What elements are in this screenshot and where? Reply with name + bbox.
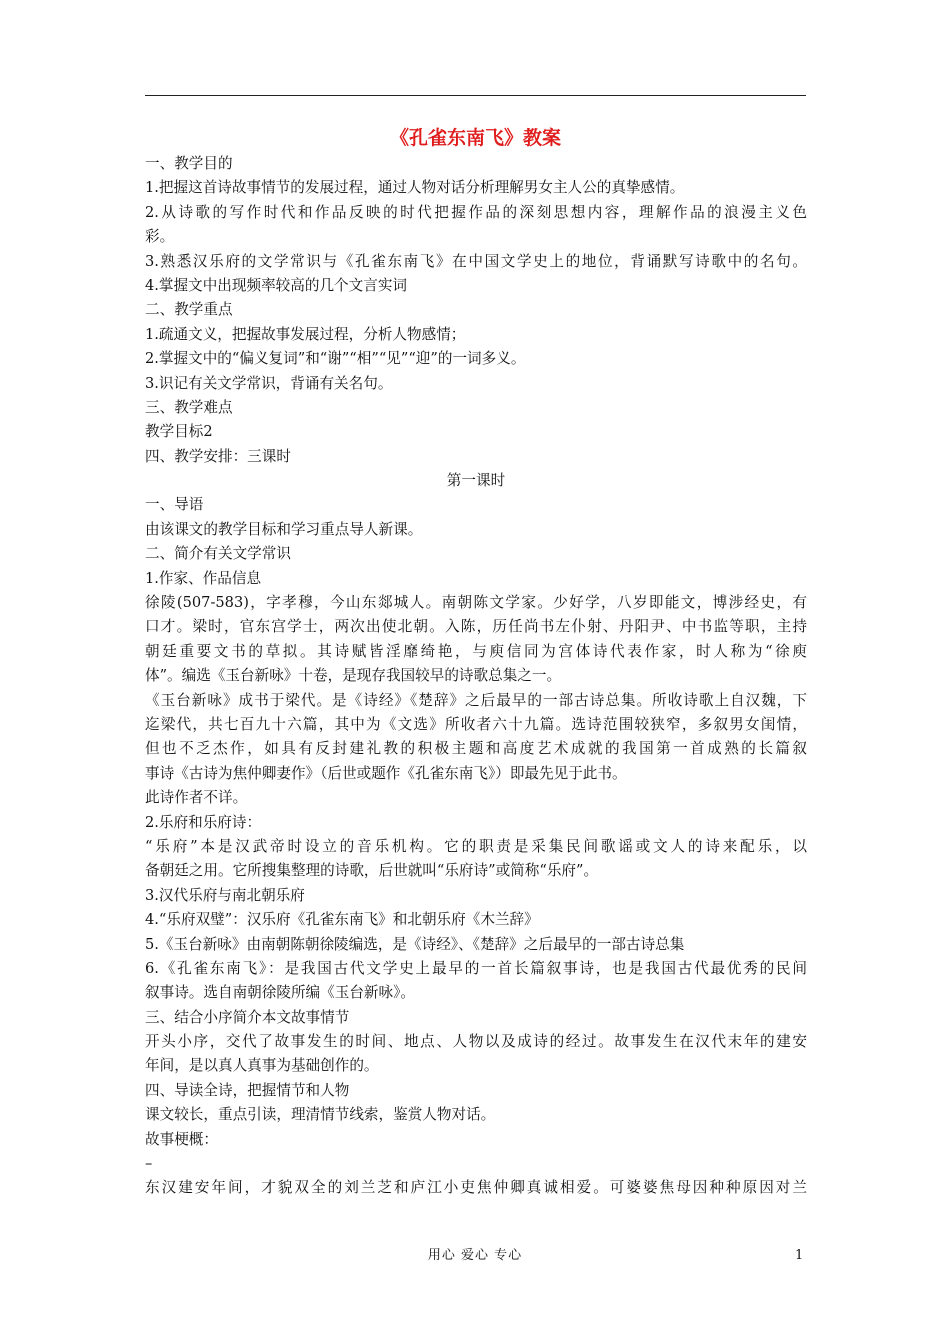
text-line: 四、导读全诗，把握情节和人物 — [145, 1081, 350, 1099]
text-line: 故事梗概： — [145, 1130, 218, 1148]
text-line: 5.《玉台新咏》由南朝陈朝徐陵编选，是《诗经》、《楚辞》之后最早的一部古诗总集 — [145, 935, 685, 953]
text-line: 但也不乏杰作，如具有反封建礼教的积极主题和高度艺术成就的我国第一首成熟的长篇叙 — [145, 740, 807, 758]
text-line: – — [145, 1155, 153, 1173]
text-line: 事诗《古诗为焦仲卿妻作》（后世或题作《孔雀东南飞》）即最先见于此书。 — [145, 764, 627, 782]
text-line: 2.乐府和乐府诗： — [145, 813, 262, 831]
text-line: 3.熟悉汉乐府的文学常识与《孔雀东南飞》在中国文学史上的地位，背诵默写诗歌中的名句。 — [145, 252, 807, 270]
footer-motto: 用心 爱心 专心 — [427, 1248, 523, 1263]
text-line: 课文较长，重点引读，理清情节线索，鉴赏人物对话。 — [145, 1106, 496, 1124]
text-line: 迄梁代，共七百九十六篇，其中为《文选》所收者六十九篇。选诗范围较狭窄，多叙男女闺情， — [145, 715, 807, 733]
text-line: 4.掌握文中出现频率较高的几个文言实词 — [145, 276, 408, 294]
document-body — [145, 152, 807, 1201]
text-line: 彩。 — [145, 228, 175, 246]
document-title: 《孔雀东南飞》教案 — [389, 127, 561, 149]
text-line: 此诗作者不详。 — [145, 789, 248, 807]
text-line: 2.从诗歌的写作时代和作品反映的时代把握作品的深刻思想内容，理解作品的浪漫主义色 — [145, 203, 807, 221]
text-line: 《玉台新咏》成书于梁代。是《诗经》《楚辞》之后最早的一部古诗总集。所收诗歌上自汉魏，下 — [145, 691, 807, 709]
text-line: 1.疏通文义，把握故事发展过程，分析人物感情； — [145, 325, 466, 343]
text-line: 三、结合小序简介本文故事情节 — [145, 1008, 350, 1026]
text-line: 教学目标2 — [145, 423, 213, 441]
text-line: 1.把握这首诗故事情节的发展过程，通过人物对话分析理解男女主人公的真挚感情。 — [145, 179, 685, 197]
text-line: 叙事诗。选自南朝徐陵所编《玉台新咏》。 — [145, 984, 415, 1002]
text-line: 四、教学安排：三课时 — [145, 447, 291, 465]
text-line: 4.“乐府双璧”：汉乐府《孔雀东南飞》和北朝乐府《木兰辞》 — [145, 911, 539, 929]
text-line: “乐府”本是汉武帝时设立的音乐机构。它的职责是采集民间歌谣或文人的诗来配乐，以 — [145, 837, 807, 855]
text-line: 一、导语 — [145, 496, 204, 514]
text-line: 口才。梁时，官东宫学士，两次出使北朝。入陈，历任尚书左仆射、丹阳尹、中书监等职，主持 — [145, 618, 807, 636]
text-line: 徐陵(507-583)，字孝穆，今山东郯城人。南朝陈文学家。少好学，八岁即能文，博涉经史，有 — [145, 594, 807, 612]
section-heading: 第一课时 — [446, 472, 506, 490]
text-line: 体”。编选《玉台新咏》十卷，是现存我国较早的诗歌总集之一。 — [145, 667, 562, 685]
text-line: 1.作家、作品信息 — [145, 569, 262, 587]
text-line: 朝廷重要文书的草拟。其诗赋皆淫靡绮艳，与庾信同为宫体诗代表作家，时人称为“徐庾 — [145, 642, 807, 660]
text-line: 2.掌握文中的“偏义复词”和“谢”“相”“见”“迎”的一词多义。 — [145, 350, 526, 368]
text-line: 东汉建安年间，才貌双全的刘兰芝和庐江小吏焦仲卿真诚相爱。可婆婆焦母因种种原因对兰 — [145, 1179, 807, 1197]
text-line: 3.识记有关文学常识，背诵有关名句。 — [145, 374, 393, 392]
text-line: 三、教学难点 — [145, 398, 233, 416]
text-line: 年间，是以真人真事为基础创作的。 — [145, 1057, 379, 1075]
text-line: 开头小序，交代了故事发生的时间、地点、人物以及成诗的经过。故事发生在汉代末年的建安 — [145, 1033, 807, 1051]
text-line: 二、教学重点 — [145, 301, 233, 319]
header-rule — [145, 95, 806, 96]
text-line: 6.《孔雀东南飞》：是我国古代文学史上最早的一首长篇叙事诗，也是我国古代最优秀的民间 — [145, 959, 807, 977]
text-line: 由该课文的教学目标和学习重点导人新课。 — [145, 520, 423, 538]
text-line: 二、简介有关文学常识 — [145, 545, 291, 563]
text-line: 备朝廷之用。它所搜集整理的诗歌，后世就叫“乐府诗”或简称“乐府”。 — [145, 862, 599, 880]
text-line: 一、教学目的 — [145, 155, 233, 172]
text-line: 3.汉代乐府与南北朝乐府 — [145, 886, 305, 904]
page-number: 1 — [795, 1248, 804, 1263]
